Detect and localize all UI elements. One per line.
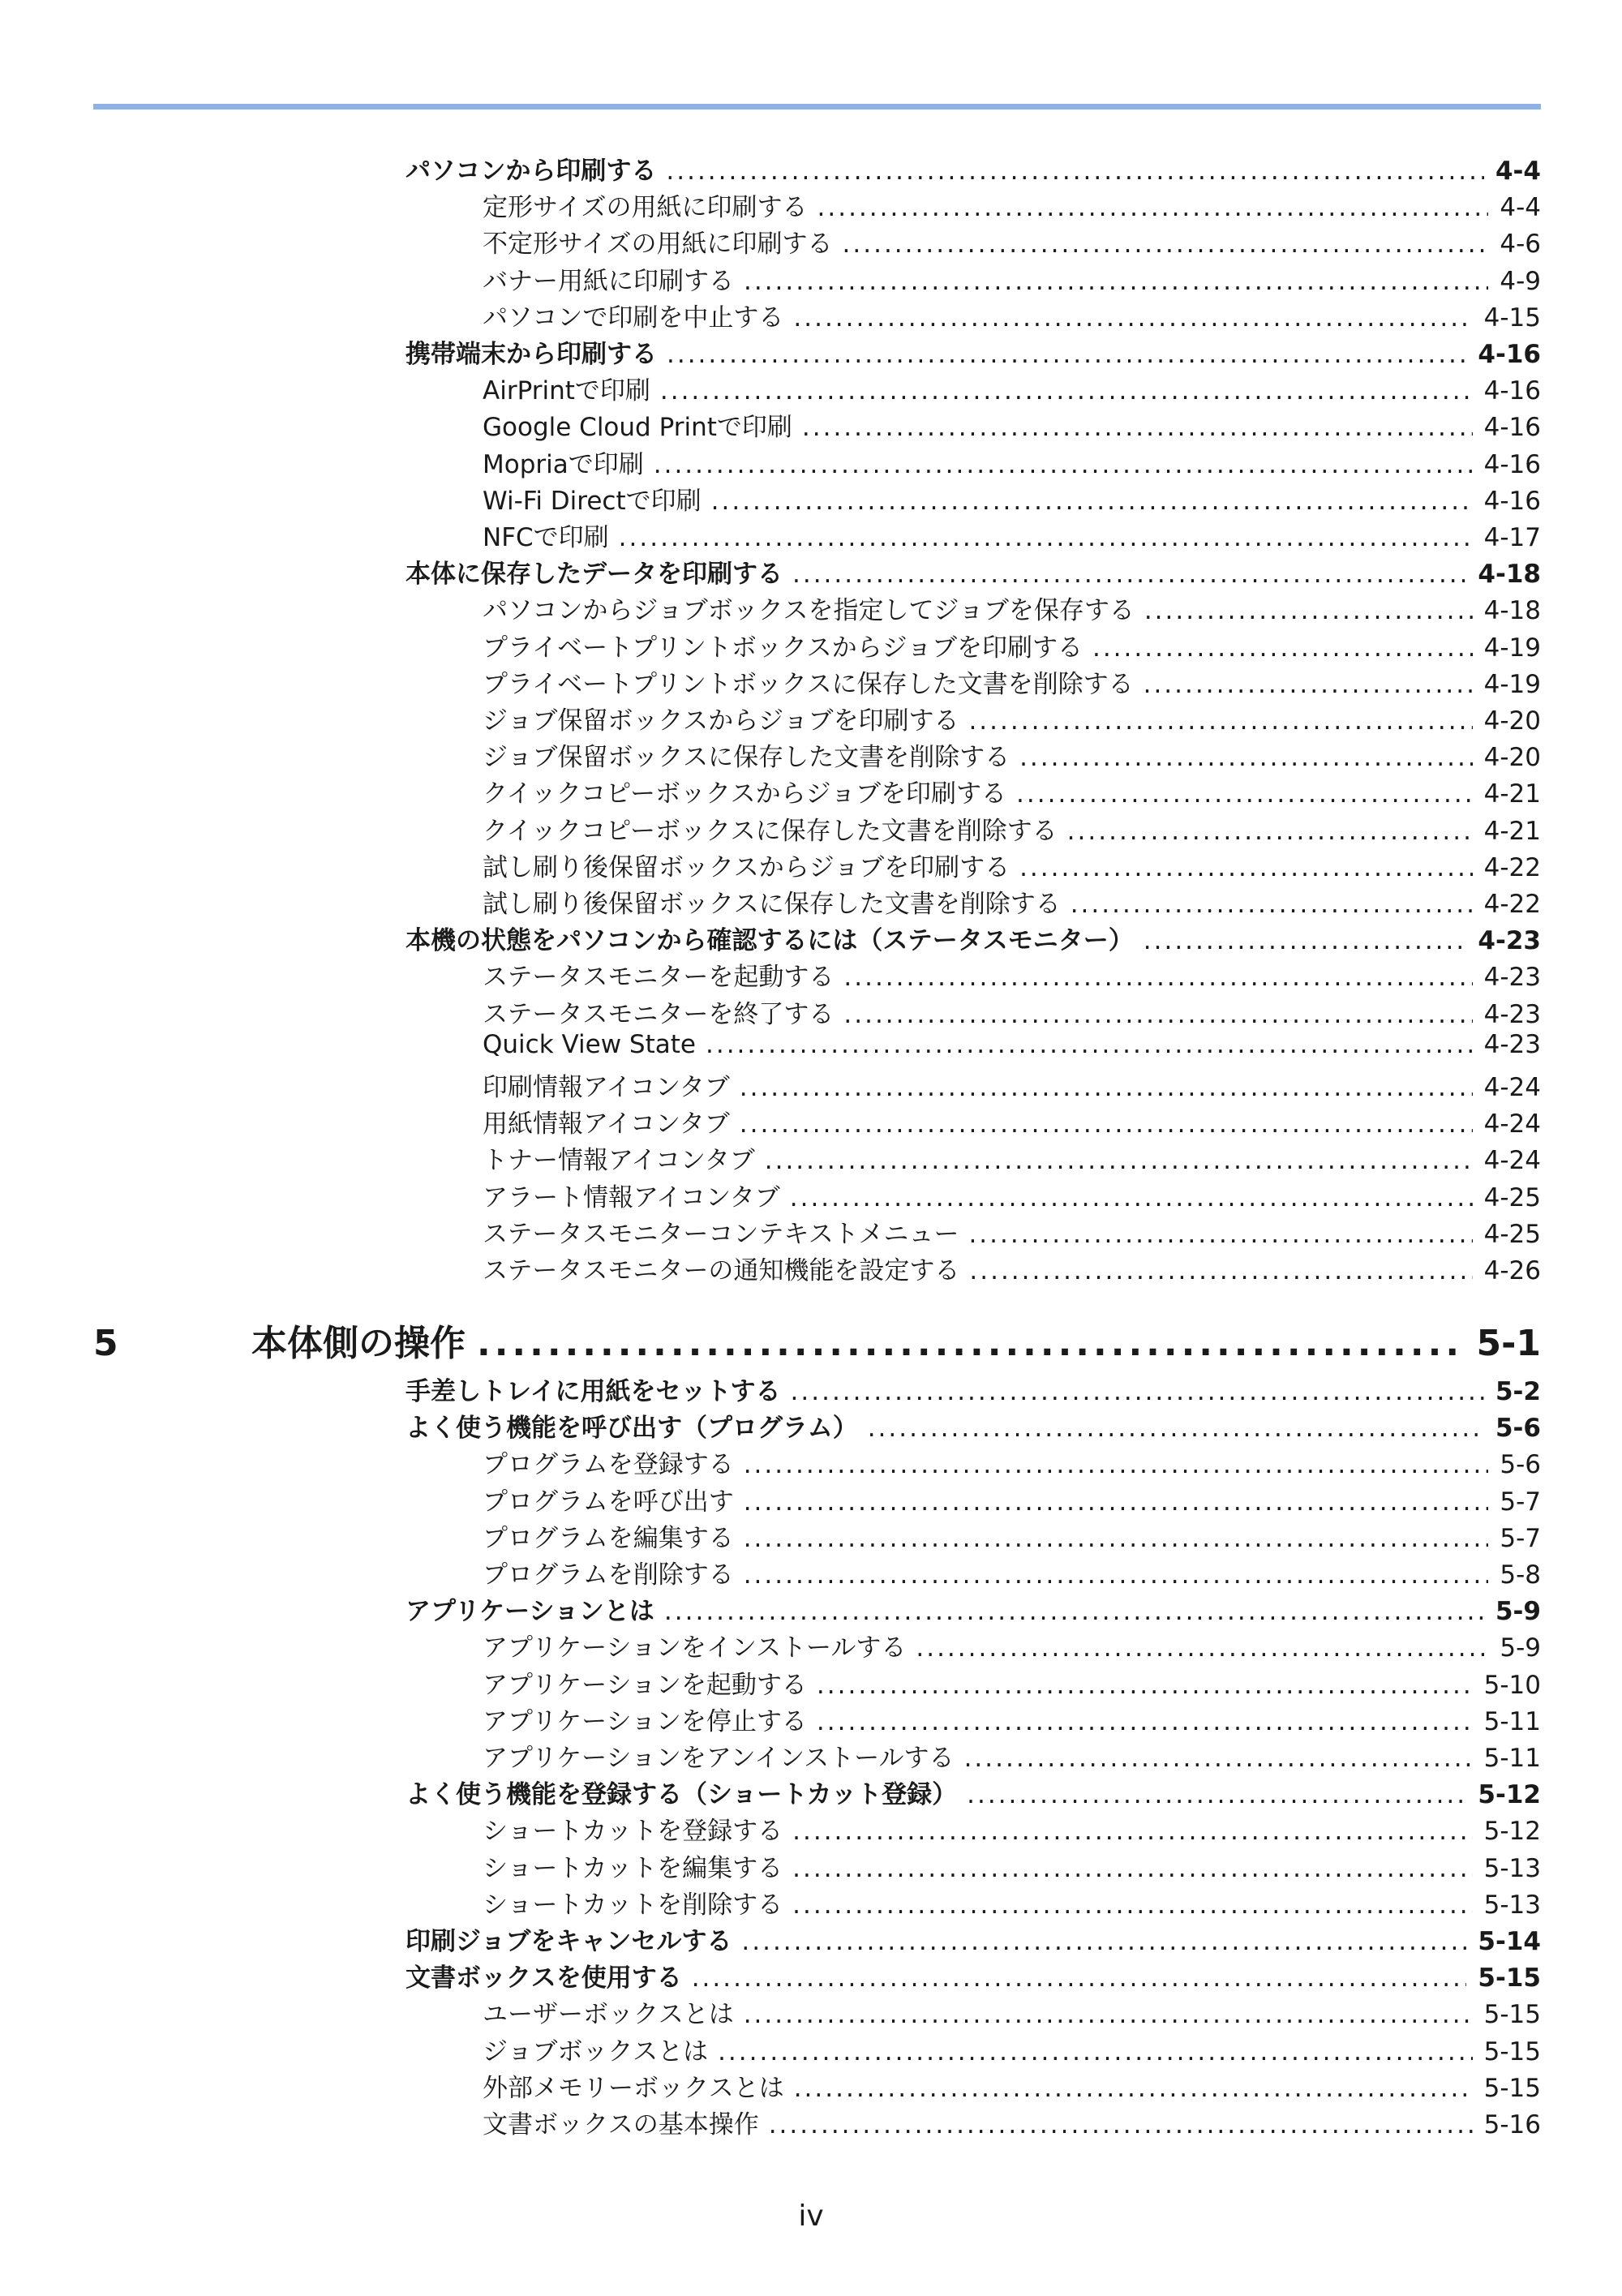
toc-entry-page: 5-7 xyxy=(1500,1523,1541,1553)
dot-leader xyxy=(706,1030,1473,1059)
toc-entry[interactable] xyxy=(483,223,1541,260)
toc-entry-title: 携帯端末から印刷する xyxy=(406,340,657,369)
toc-entry-page: 4-9 xyxy=(1500,266,1541,296)
toc-entry[interactable] xyxy=(483,1810,1541,1847)
dot-leader xyxy=(692,1963,1467,1993)
toc-entry-title: クイックコピーボックスに保存した文書を削除する xyxy=(483,816,1058,846)
toc-entry[interactable] xyxy=(406,1957,1541,1993)
toc-entry[interactable] xyxy=(483,2031,1541,2067)
dot-leader xyxy=(744,1560,1489,1590)
toc-entry[interactable] xyxy=(483,1664,1541,1701)
dot-leader xyxy=(477,1323,1465,1364)
toc-entry[interactable] xyxy=(483,810,1541,847)
dot-leader xyxy=(792,1817,1473,1846)
toc-entry-page: 5-8 xyxy=(1500,1560,1541,1590)
dot-leader xyxy=(843,230,1489,259)
dot-leader xyxy=(1071,890,1473,919)
dot-leader xyxy=(817,193,1489,222)
toc-entry[interactable] xyxy=(483,883,1541,920)
toc-entry-page: 5-13 xyxy=(1483,1890,1541,1920)
dot-leader xyxy=(843,963,1472,992)
toc-entry-page: 4-21 xyxy=(1483,779,1541,809)
toc-entry[interactable] xyxy=(483,1848,1541,1884)
toc-entry-title: 不定形サイズの用紙に印刷する xyxy=(483,230,833,260)
chapter-title: 本体側の操作 xyxy=(251,1323,466,1364)
dot-leader xyxy=(964,1744,1473,1773)
toc-entry[interactable] xyxy=(483,956,1541,993)
toc-entry-title: アプリケーションを起動する xyxy=(483,1670,807,1700)
toc-entry[interactable] xyxy=(483,1627,1541,1663)
toc-entry-title: プライベートプリントボックスに保存した文書を削除する xyxy=(483,669,1134,699)
toc-entry-page: 4-19 xyxy=(1483,633,1541,663)
toc-entry-title: ショートカットを編集する xyxy=(483,1853,783,1883)
toc-entry-page: 4-6 xyxy=(1500,230,1541,260)
toc-entry[interactable] xyxy=(483,260,1541,297)
toc-entry-title: ユーザーボックスとは xyxy=(483,2000,734,2030)
toc-entry[interactable] xyxy=(406,1590,1541,1627)
dot-leader xyxy=(718,2037,1473,2066)
toc-entry-page: 5-15 xyxy=(1478,1963,1541,1993)
dot-leader xyxy=(1144,596,1473,625)
dot-leader xyxy=(664,1597,1484,1626)
dot-leader xyxy=(968,1220,1472,1249)
toc-entry[interactable] xyxy=(483,663,1541,700)
toc-entry[interactable] xyxy=(406,1407,1541,1444)
toc-entry-title: トナー情報アイコンタブ xyxy=(483,1146,755,1176)
dot-leader xyxy=(744,1487,1489,1517)
dot-leader xyxy=(1019,853,1473,882)
dot-leader xyxy=(741,1927,1466,1956)
dot-leader xyxy=(817,1707,1473,1736)
toc-entry[interactable] xyxy=(483,736,1541,773)
toc-entry-page: 4-24 xyxy=(1483,1146,1541,1176)
toc-entry-title: 印刷情報アイコンタブ xyxy=(483,1073,730,1102)
toc-entry-title: クイックコピーボックスからジョブを印刷する xyxy=(483,779,1007,809)
toc-entry[interactable] xyxy=(406,920,1541,956)
toc-entry-page: 5-7 xyxy=(1500,1487,1541,1517)
toc-entry-title: ステータスモニターを終了する xyxy=(483,999,835,1029)
dot-leader xyxy=(792,560,1466,589)
dot-leader xyxy=(744,1524,1489,1553)
toc-entry-title: ステータスモニターを起動する xyxy=(483,963,835,993)
toc-entry-page: 4-21 xyxy=(1483,816,1541,846)
toc-entry-page: 4-25 xyxy=(1483,1219,1541,1249)
toc-entry-title: ステータスモニターコンテキストメニュー xyxy=(483,1219,959,1249)
toc-entry-page: 4-20 xyxy=(1483,706,1541,736)
toc-entry-page: 4-4 xyxy=(1495,157,1541,186)
toc-entry-page: 4-20 xyxy=(1483,743,1541,773)
toc-entry-page: 4-17 xyxy=(1483,523,1541,552)
toc-entry-page: 4-16 xyxy=(1478,340,1541,369)
toc-entry-title: 定形サイズの用紙に印刷する xyxy=(483,193,808,223)
toc-entry-page: 5-12 xyxy=(1478,1780,1541,1810)
toc-entry-title: よく使う機能を登録する（ショートカット登録） xyxy=(406,1780,958,1810)
toc-entry[interactable] xyxy=(406,1774,1541,1810)
toc-entry-title: 本体に保存したデータを印刷する xyxy=(406,560,783,590)
toc-entry-page: 4-23 xyxy=(1483,1029,1541,1059)
dot-leader xyxy=(868,1414,1484,1443)
chapter-number: 5 xyxy=(93,1323,118,1364)
toc-entry-title: 用紙情報アイコンタブ xyxy=(483,1109,730,1139)
toc-entry-page: 4-19 xyxy=(1483,669,1541,699)
toc-entry-title: 試し刷り後保留ボックスからジョブを印刷する xyxy=(483,852,1011,882)
toc-entry[interactable] xyxy=(483,1139,1541,1176)
toc-entry-page: 4-24 xyxy=(1483,1109,1541,1139)
toc-entry-page: 4-16 xyxy=(1483,449,1541,479)
toc-entry-page: 4-23 xyxy=(1483,963,1541,993)
dot-leader xyxy=(793,303,1472,333)
toc-entry-title: プログラムを削除する xyxy=(483,1560,734,1590)
toc-entry-title: Mopriaで印刷 xyxy=(483,449,644,479)
dot-leader xyxy=(1016,779,1473,809)
toc-entry-title: アラート情報アイコンタブ xyxy=(483,1182,780,1212)
toc-entry-page: 5-11 xyxy=(1483,1744,1541,1773)
toc-entry[interactable] xyxy=(483,444,1541,480)
dot-leader xyxy=(792,1890,1473,1920)
toc-entry-page: 4-16 xyxy=(1483,486,1541,516)
toc-entry[interactable] xyxy=(483,297,1541,333)
toc-entry[interactable] xyxy=(483,1213,1541,1250)
toc-entry-title: アプリケーションをインストールする xyxy=(483,1633,907,1663)
dot-leader xyxy=(666,157,1484,186)
dot-leader xyxy=(968,706,1472,736)
dot-leader xyxy=(817,1671,1473,1700)
dot-leader xyxy=(916,1633,1488,1663)
dot-leader xyxy=(740,1073,1473,1102)
toc-entry[interactable] xyxy=(483,406,1541,443)
dot-leader xyxy=(967,1780,1466,1809)
toc-entry[interactable] xyxy=(483,187,1541,223)
toc-entry-page: 4-16 xyxy=(1483,376,1541,406)
toc-entry-title: パソコンから印刷する xyxy=(406,157,657,186)
toc-entry-title: NFCで印刷 xyxy=(483,523,609,552)
dot-leader xyxy=(792,1854,1473,1883)
toc-entry-page: 4-18 xyxy=(1478,560,1541,590)
toc-entry-title: 本機の状態をパソコンから確認するには（ステータスモニター） xyxy=(406,926,1134,956)
toc-entry[interactable] xyxy=(483,590,1541,626)
toc-entry[interactable] xyxy=(406,553,1541,590)
dot-leader xyxy=(969,1256,1472,1285)
toc-entry-title: ショートカットを削除する xyxy=(483,1890,783,1920)
toc-entry-page: 5-13 xyxy=(1483,1853,1541,1883)
toc-entry-page: 4-23 xyxy=(1483,999,1541,1029)
toc-entry-page: 4-26 xyxy=(1483,1256,1541,1285)
toc-entry-page: 5-16 xyxy=(1483,2110,1541,2139)
toc-entry[interactable] xyxy=(483,1103,1541,1139)
dot-leader xyxy=(744,2000,1473,2029)
toc-entry-page: 4-4 xyxy=(1500,193,1541,223)
dot-leader xyxy=(1019,743,1473,772)
toc-entry-title: バナー用紙に印刷する xyxy=(483,266,734,296)
dot-leader xyxy=(790,1183,1473,1212)
toc-entry[interactable] xyxy=(406,1920,1541,1957)
dot-leader xyxy=(765,1146,1473,1175)
toc-entry-page: 5-14 xyxy=(1478,1927,1541,1956)
toc-entry[interactable] xyxy=(483,517,1541,553)
dot-leader xyxy=(802,413,1473,442)
toc-entry[interactable] xyxy=(483,1030,1541,1059)
toc-entry-page: 4-24 xyxy=(1483,1073,1541,1102)
toc-entry-page: 4-23 xyxy=(1478,926,1541,956)
toc-entry[interactable] xyxy=(483,1884,1541,1920)
toc-entry[interactable] xyxy=(483,1066,1541,1103)
dot-leader xyxy=(1092,633,1473,663)
toc-entry-title: ステータスモニターの通知機能を設定する xyxy=(483,1256,960,1285)
toc-entry[interactable] xyxy=(483,773,1541,809)
toc-entry-page: 5-6 xyxy=(1495,1414,1541,1444)
toc-entry-page: 5-15 xyxy=(1483,2000,1541,2030)
toc-entry-title: ジョブ保留ボックスに保存した文書を削除する xyxy=(483,743,1011,773)
toc-entry-title: プライベートプリントボックスからジョブを印刷する xyxy=(483,633,1083,663)
toc-entry-title: プログラムを呼び出す xyxy=(483,1487,734,1517)
toc-entry[interactable] xyxy=(483,627,1541,663)
dot-leader xyxy=(843,1000,1472,1029)
dot-leader xyxy=(660,376,1473,406)
toc-entry[interactable] xyxy=(483,1554,1541,1590)
toc-entry-page: 5-6 xyxy=(1500,1450,1541,1480)
toc-entry-title: パソコンからジョブボックスを指定してジョブを保存する xyxy=(483,596,1135,626)
toc-entry[interactable] xyxy=(406,1371,1541,1407)
header-rule xyxy=(93,104,1541,109)
toc-entry[interactable] xyxy=(406,150,1541,187)
toc-entry-page: 4-22 xyxy=(1483,890,1541,919)
toc-entry-page: 5-2 xyxy=(1495,1377,1541,1406)
toc-entry-title: Quick View State xyxy=(483,1029,696,1059)
toc-entry-title: プログラムを登録する xyxy=(483,1450,734,1480)
toc-entry[interactable] xyxy=(483,2104,1541,2140)
toc-entry-page: 4-25 xyxy=(1483,1182,1541,1212)
toc-entry[interactable] xyxy=(483,480,1541,517)
toc-entry-title: ジョブ保留ボックスからジョブを印刷する xyxy=(483,706,959,736)
toc-entry-title: アプリケーションとは xyxy=(406,1597,654,1627)
toc-entry-title: プログラムを編集する xyxy=(483,1523,734,1553)
toc-entry-title: Google Cloud Printで印刷 xyxy=(483,413,792,443)
chapter-heading[interactable] xyxy=(93,1314,1541,1366)
toc-entry-page: 4-16 xyxy=(1483,413,1541,443)
dot-leader xyxy=(740,1109,1473,1139)
dot-leader xyxy=(711,487,1473,516)
toc-entry-title: よく使う機能を呼び出す（プログラム） xyxy=(406,1414,858,1444)
toc-entry-page: 5-11 xyxy=(1483,1706,1541,1736)
toc-entry-title: 印刷ジョブをキャンセルする xyxy=(406,1927,732,1956)
toc-entry[interactable] xyxy=(483,1993,1541,2030)
dot-leader xyxy=(744,267,1488,296)
toc-entry[interactable] xyxy=(483,994,1541,1030)
toc-entry-title: ショートカットを登録する xyxy=(483,1817,783,1847)
toc-entry-page: 4-18 xyxy=(1483,596,1541,626)
dot-leader xyxy=(791,1377,1484,1406)
toc-entry-title: 文書ボックスを使用する xyxy=(406,1963,682,1993)
toc-entry-title: 文書ボックスの基本操作 xyxy=(483,2110,759,2139)
toc-entry-title: アプリケーションを停止する xyxy=(483,1706,807,1736)
page-number: iv xyxy=(798,2199,824,2233)
toc-entry[interactable] xyxy=(483,1517,1541,1554)
toc-entry[interactable] xyxy=(483,1177,1541,1213)
toc-entry-title: パソコンで印刷を中止する xyxy=(483,303,784,333)
dot-leader xyxy=(654,450,1473,479)
toc-entry-page: 5-9 xyxy=(1500,1633,1541,1663)
toc-entry-title: 外部メモリーボックスとは xyxy=(483,2073,784,2103)
toc-entry[interactable] xyxy=(483,1444,1541,1480)
toc-entry-title: アプリケーションをアンインストールする xyxy=(483,1744,955,1773)
toc-entry-page: 4-22 xyxy=(1483,852,1541,882)
toc-entry[interactable] xyxy=(483,2067,1541,2104)
toc-entry[interactable] xyxy=(483,1737,1541,1774)
chapter-page: 5-1 xyxy=(1476,1323,1541,1364)
dot-leader xyxy=(1144,670,1473,699)
toc-entry-page: 5-9 xyxy=(1495,1597,1541,1627)
toc-entry-page: 5-15 xyxy=(1483,2036,1541,2066)
toc-entry[interactable] xyxy=(406,333,1541,370)
toc-entry-title: Wi-Fi Directで印刷 xyxy=(483,486,702,516)
dot-leader xyxy=(1067,817,1473,846)
toc-entry-page: 5-12 xyxy=(1483,1817,1541,1847)
toc-entry-title: 試し刷り後保留ボックスに保存した文書を削除する xyxy=(483,890,1061,919)
toc-entry[interactable] xyxy=(483,847,1541,883)
toc-entry[interactable] xyxy=(483,700,1541,736)
dot-leader xyxy=(794,2074,1473,2103)
toc-entry[interactable] xyxy=(483,370,1541,406)
dot-leader xyxy=(1144,926,1467,955)
dot-leader xyxy=(744,1450,1489,1479)
toc-entry[interactable] xyxy=(483,1250,1541,1286)
toc-entry-page: 5-15 xyxy=(1483,2073,1541,2103)
dot-leader xyxy=(769,2110,1473,2139)
toc-entry-title: 手差しトレイに用紙をセットする xyxy=(406,1377,781,1406)
dot-leader xyxy=(667,340,1466,369)
dot-leader xyxy=(619,523,1473,552)
toc-entry-title: AirPrintで印刷 xyxy=(483,376,650,406)
toc-entry-page: 4-15 xyxy=(1483,303,1541,333)
toc-entry[interactable] xyxy=(483,1701,1541,1737)
toc-entry-page: 5-10 xyxy=(1483,1670,1541,1700)
toc-entry[interactable] xyxy=(483,1481,1541,1517)
toc-entry-title: ジョブボックスとは xyxy=(483,2036,709,2066)
